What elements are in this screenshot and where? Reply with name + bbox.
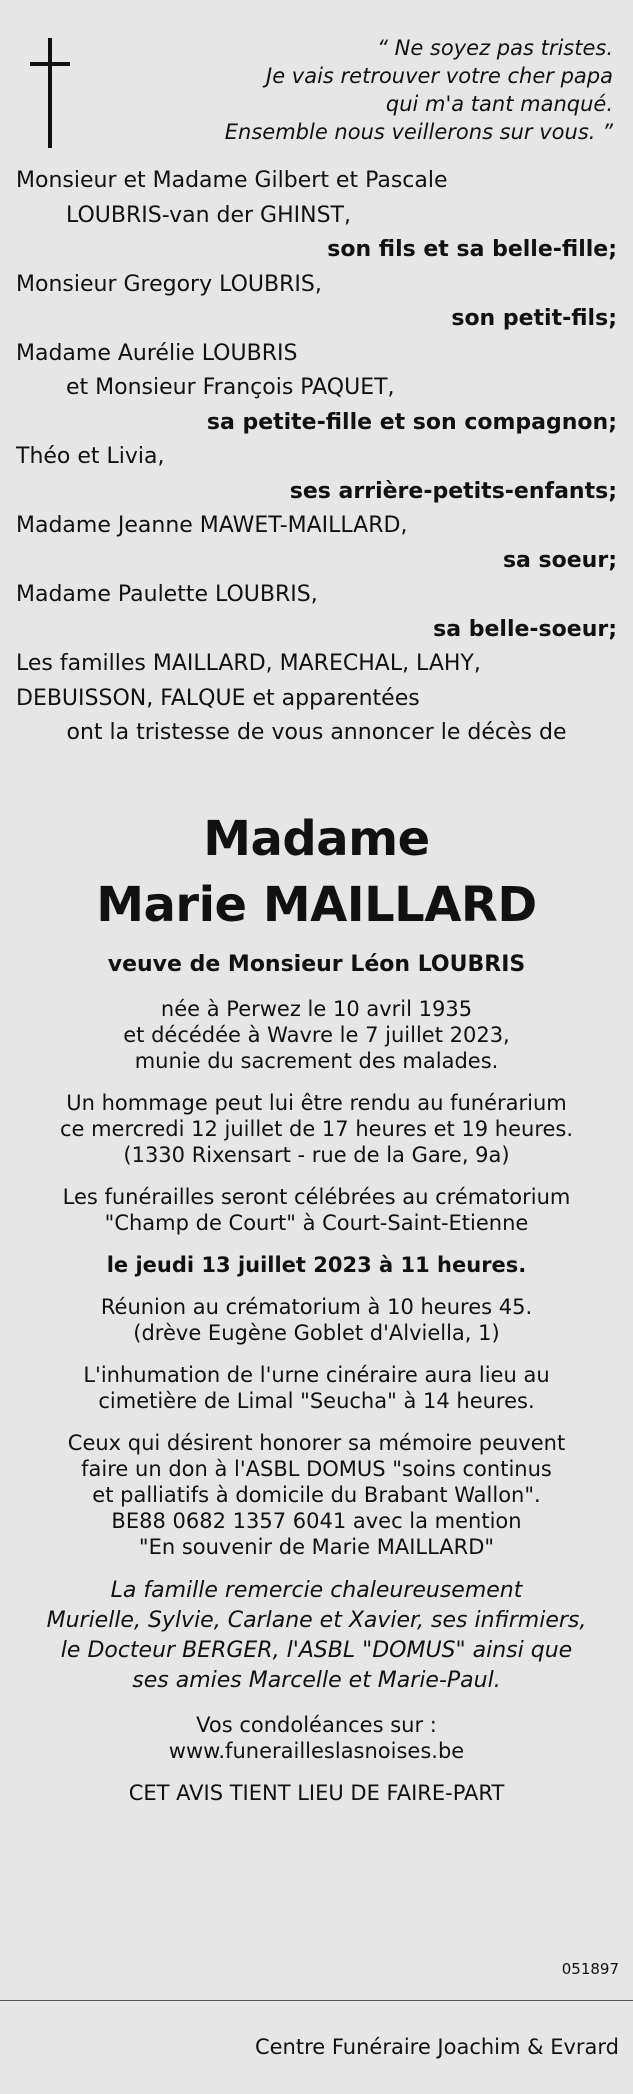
quote-line: qui m'a tant manqué. <box>385 92 613 116</box>
funeral-home-name: Centre Funéraire Joachim & Evrard <box>254 2035 619 2059</box>
family-line: Monsieur Gregory LOUBRIS, <box>16 271 322 297</box>
funeral-line: Les funérailles seront célébrées au crématorium <box>62 1185 571 1209</box>
family-line: Théo et Livia, <box>16 444 165 469</box>
urn-line: cimetière de Limal "Seucha" à 14 heures. <box>98 1389 535 1413</box>
thanks-line: Murielle, Sylvie, Carlane et Xavier, ses infirmiers, <box>46 1608 587 1633</box>
donation-line: et palliatifs à domicile du Brabant Wallon". <box>92 1483 541 1507</box>
family-list <box>16 164 617 751</box>
relation-line: sa petite-fille et son compagnon; <box>206 409 617 435</box>
donation-mention: "En souvenir de Marie MAILLARD" <box>138 1535 495 1559</box>
thanks-line: La famille remercie chaleureusement <box>110 1578 523 1603</box>
family-line: Les familles MAILLARD, MARECHAL, LAHY, <box>16 651 481 676</box>
family-line: Madame Jeanne MAWET-MAILLARD, <box>16 513 408 538</box>
family-line: Madame Paulette LOUBRIS, <box>16 582 318 607</box>
cross-icon <box>30 38 70 148</box>
footer <box>0 2000 633 2094</box>
family-line: et Monsieur François PAQUET, <box>66 375 395 400</box>
homage-line: ce mercredi 12 juillet de 17 heures et 19 heures. <box>59 1117 574 1141</box>
relation-line: ses arrière-petits-enfants; <box>289 478 617 504</box>
urn-line: L'inhumation de l'urne cinéraire aura lieu au <box>83 1363 550 1387</box>
death-line: et décédée à Wavre le 7 juillet 2023, <box>123 1023 510 1047</box>
quote-block <box>143 34 613 146</box>
thanks-line: le Docteur BERGER, l'ASBL "DOMUS" ainsi que <box>60 1638 573 1663</box>
homage-address: (1330 Rixensart - rue de la Gare, 9a) <box>123 1143 510 1167</box>
relation-line: son petit-fils; <box>451 306 617 331</box>
sacrament-line: munie du sacrement des malades. <box>134 1049 499 1073</box>
homage-line: Un hommage peut lui être rendu au funérarium <box>66 1091 567 1115</box>
relation-line: son fils et sa belle-fille; <box>327 237 617 262</box>
condolences-link[interactable]: www.funerailleslasnoises.be <box>168 1739 465 1763</box>
thanks-line: ses amies Marcelle et Marie-Paul. <box>132 1668 501 1693</box>
donation-line: faire un don à l'ASBL DOMUS "soins continus <box>81 1457 552 1481</box>
relation-line: sa soeur; <box>502 547 617 573</box>
announcement-line: ont la tristesse de vous annoncer le décès de <box>66 720 567 745</box>
quote-line: Ensemble nous veillerons sur vous. ” <box>224 120 613 144</box>
meeting-line: Réunion au crématorium à 10 heures 45. <box>100 1295 533 1319</box>
quote-line: Je vais retrouver votre cher papa <box>266 64 613 88</box>
family-line: Madame Aurélie LOUBRIS <box>16 340 298 366</box>
funeral-date: le jeudi 13 juillet 2023 à 11 heures. <box>106 1253 527 1277</box>
widow-line: veuve de Monsieur Léon LOUBRIS <box>107 952 526 977</box>
birth-line: née à Perwez le 10 avril 1935 <box>160 997 473 1021</box>
condolences-label: Vos condoléances sur : <box>196 1713 437 1737</box>
relation-line: sa belle-soeur; <box>433 616 617 642</box>
family-line: Monsieur et Madame Gilbert et Pascale <box>16 168 448 193</box>
funeral-line: "Champ de Court" à Court-Saint-Etienne <box>104 1211 529 1235</box>
deceased-fullname: Marie MAILLARD <box>96 877 537 933</box>
donation-line: Ceux qui désirent honorer sa mémoire peuvent <box>67 1431 566 1455</box>
quote-line: “ Ne soyez pas tristes. <box>377 36 613 60</box>
meeting-address: (drève Eugène Goblet d'Alviella, 1) <box>133 1321 500 1345</box>
notice-line: CET AVIS TIENT LIEU DE FAIRE-PART <box>128 1781 505 1805</box>
family-line: DEBUISSON, FALQUE et apparentées <box>16 685 420 711</box>
family-line: LOUBRIS-van der GHINST, <box>66 202 351 228</box>
donation-iban: BE88 0682 1357 6041 avec la mention <box>111 1509 522 1533</box>
deceased-name <box>0 806 633 938</box>
reference-number: 051897 <box>561 1960 619 1978</box>
notice-body <box>10 950 623 1806</box>
deceased-title: Madame <box>203 811 430 867</box>
